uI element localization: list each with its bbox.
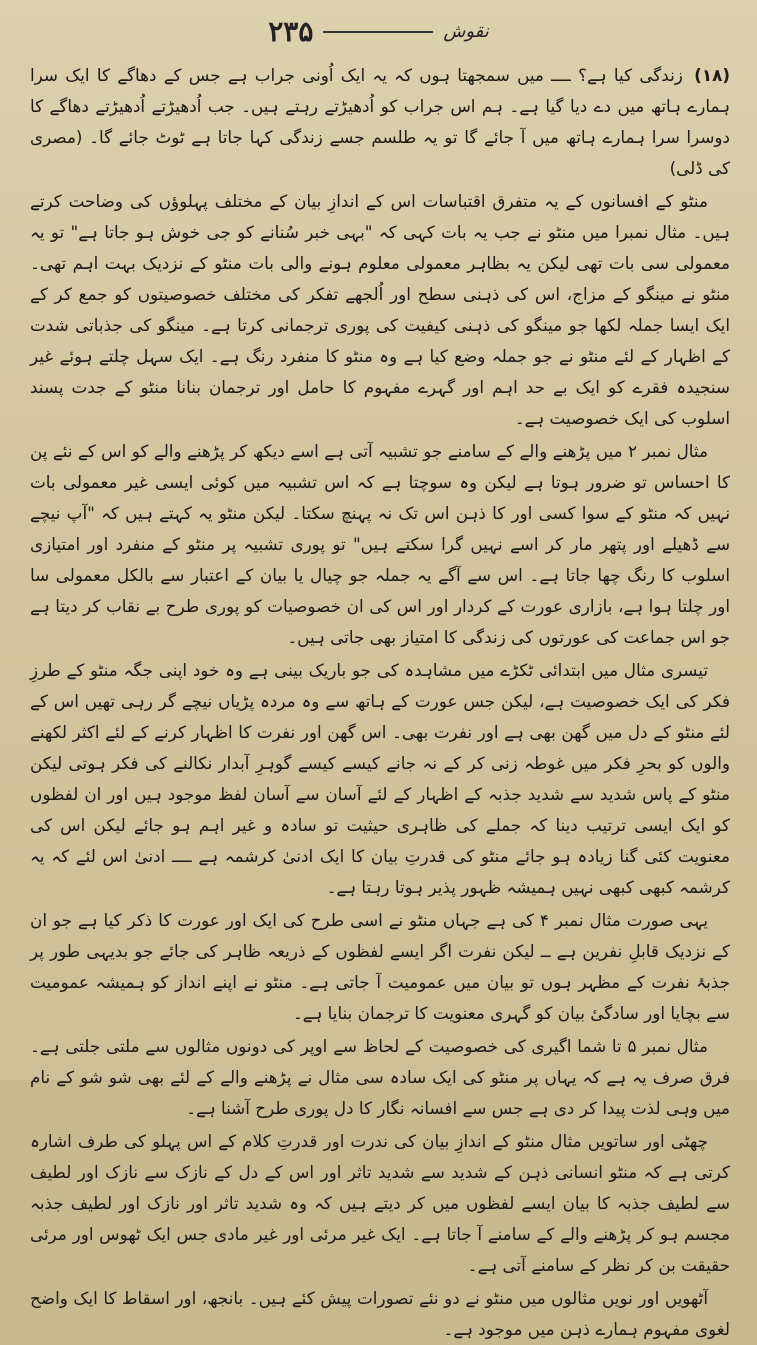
page-header xyxy=(0,6,757,56)
quote-marker: (۱۸) xyxy=(694,65,730,85)
paragraph xyxy=(30,1283,730,1345)
header-rule xyxy=(323,31,433,33)
paragraph xyxy=(30,1126,730,1281)
paragraph-text: منٹو کے افسانوں کے یہ متفرق اقتباسات اس کے اندازِ بیان کے مختلف پہلوؤں کی وضاحت کرتے ہیں۔ مثال نمبرا میں منٹو نے جب یہ بات کہی کہ "بہی خبر سُنانے کو جی خوش ہو جاتا ہے" تو یہ معمولی سی بات تھی لیکن یہ بظاہر معمولی معلوم ہونے والی بات منٹو کے نزدیک بہت اہم تھی۔ منٹو نے مینگو کے مزاج، اس کی ذہنی سطح اور اُلجھے تفکر کی مختلف خصوصیتوں کو جمع کر کے ایک ایسا جملہ لکھا جو مینگو کی ذہنی کیفیت کی پوری ترجمانی کرتا ہے۔ مینگو کی جذباتی شدت کے اظہار کے لئے منٹو نے جو جملہ وضع کیا ہے وہ منٹو کا منفرد رنگ ہے۔ ایک سہل چلتے ہوئے غیر سنجیدہ فقرے کو ایک بے حد اہم اور گہرے مفہوم کا حامل اور ترجمان بنانا منٹو کے جدت پسند اسلوب کی ایک خصوصیت ہے۔ xyxy=(30,191,730,428)
page-number: ۲۳۵ xyxy=(268,14,314,48)
paragraph xyxy=(30,655,730,903)
body-text xyxy=(30,60,730,1339)
journal-name: نقوش xyxy=(443,20,489,42)
paragraph-text: چھٹی اور ساتویں مثال منٹو کے اندازِ بیان کی ندرت اور قدرتِ کلام کے اس پہلو کی طرف اشارہ کرتی ہے کہ منٹو انسانی ذہن کے شدید سے شدید تاثر اور اس کے دل کے نازک سے نازک اور لطیف سے لطیف جذبہ کا بیان ایسے لفظوں میں کر دیتے ہیں کہ وہ شدید تاثر اور نازک اور لطیف جذبہ مجسم ہو کر پڑھنے والے کے سامنے آ جاتا ہے۔ ایک غیر مرئی اور غیر مادی جس ایک ٹھوس اور مرئی حقیقت بن کر نظر کے سامنے آتی ہے۔ xyxy=(30,1131,730,1275)
paragraph-text: مثال نمبر ۵ تا شما اگیری کی خصوصیت کے لحاظ سے اوپر کی دونوں مثالوں سے ملتی جلتی ہے۔ فرق صرف یہ ہے کہ یہاں پر منٹو کی ایک سادہ سی مثال نے پڑھنے والے کے لئے بھی شو شو کے نام میں وہی لذت پیدا کر دی ہے جس سے افسانہ نگار کا دل پوری طرح آشنا ہے۔ xyxy=(30,1036,730,1118)
paragraph xyxy=(30,186,730,434)
paragraph-text: مثال نمبر ۲ میں پڑھنے والے کے سامنے جو تشبیہ آتی ہے اسے دیکھ کر پڑھنے والے کو اس کے نئے پن کا احساس تو ضرور ہوتا ہے لیکن وہ سوچتا ہے کہ اس تشبیہ میں کوئی ایسی غیر معمولی بات نہیں کہ منٹو کے سوا کسی اور کا ذہن اس تک نہ پہنچ سکتا۔ لیکن منٹو یہ کہتے ہیں کہ "آپ نیچے سے ڈھیلے اور پتھر مار کر اسے نہیں گرا سکتے ہیں" تو پوری تشبیہ پر منٹو کے منفرد اور امتیازی اسلوب کا رنگ چھا جاتا ہے۔ اس سے آگے یہ جملہ جو چیال یا بیان کے اعتبار سے بالکل معمولی سا اور چلتا ہوا ہے، بازاری عورت کے کردار اور اس کی ان خصوصیات کو پوری طرح بے نقاب کر دیتا ہے جو اس جماعت کی عورتوں کی زندگی کا امتیاز بھی جاتی ہیں۔ xyxy=(30,441,730,647)
paragraph xyxy=(30,1031,730,1124)
paragraph-text: آٹھویں اور نویں مثالوں میں منٹو نے دو نئے تصورات پیش کئے ہیں۔ بانجھ، اور اسقاط کا ایک واضح لغوی مفہوم ہمارے ذہن میں موجود ہے۔ xyxy=(30,1288,730,1339)
paragraph xyxy=(30,60,730,184)
paragraph xyxy=(30,905,730,1029)
paragraph-text: زندگی کیا ہے؟ ــــ میں سمجھتا ہوں کہ یہ ایک اُونی جراب ہے جس کے دھاگے کا ایک سرا ہمارے ہاتھ میں دے دیا گیا ہے۔ ہم اس جراب کو اُدھیڑتے رہتے ہیں۔ جب اُدھیڑتے اُدھیڑتے دھاگے کا دوسرا سرا ہمارے ہاتھ میں آ جائے گا تو یہ طلسم جسے زندگی کہا جاتا ہے ٹوٹ جائے گا۔ (مصری کی ڈلی) xyxy=(30,65,730,178)
paragraph-text: یہی صورت مثال نمبر ۴ کی ہے جہاں منٹو نے اسی طرح کی ایک اور عورت کا ذکر کیا ہے جو ان کے نزدیک قابلِ نفرین ہے ــ لیکن نفرت اگر ایسے لفظوں کے ذریعہ ظاہر کی جائے جو بدیہی طور پر جذبۂ نفرت کے مظہر ہوں تو بیان میں عمومیت آ جاتی ہے۔ منٹو نے اپنے انداز کو ہمیشہ عمومیت سے بچایا اور سادگیٔ بیان کو گہری معنویت کا ترجمان بنایا ہے۔ xyxy=(30,910,730,1023)
paragraph-text: تیسری مثال میں ابتدائی ٹکڑے میں مشاہدہ کی جو باریک بینی ہے وہ خود اپنی جگہ منٹو کے طرزِ فکر کی ایک خصوصیت ہے، لیکن جس عورت کے ہاتھ سے وہ مردہ پڑیاں نیچے گر رہی تھیں اس کے لئے منٹو کے دل میں گھن بھی ہے اور نفرت بھی۔ اس گھن اور نفرت کا اظہار کرنے کے لئے اکثر لکھنے والوں کو بحرِ فکر میں غوطہ زنی کر کے نہ جانے کیسے کیسے گوہرِ آبدار نکالنے کی فکر ہوتی لیکن منٹو کے پاس شدید سے شدید جذبہ کے اظہار کے لئے آسان سے آسان لفظ موجود ہیں اور ان لفظوں کو ایک ایسی ترتیب دینا کہ جملے کی ظاہری حیثیت تو سادہ و غیر اہم ہو جائے لیکن اس کی معنویت کئی گنا زیادہ ہو جائے منٹو کی قدرتِ بیان کا ایک ادنیٰ کرشمہ ہے ــــ ادنیٰ اس لئے کہ یہ کرشمہ کبھی کبھی نہیں ہمیشہ ظہور پذیر ہوتا رہتا ہے۔ xyxy=(30,660,730,897)
paragraph xyxy=(30,436,730,653)
